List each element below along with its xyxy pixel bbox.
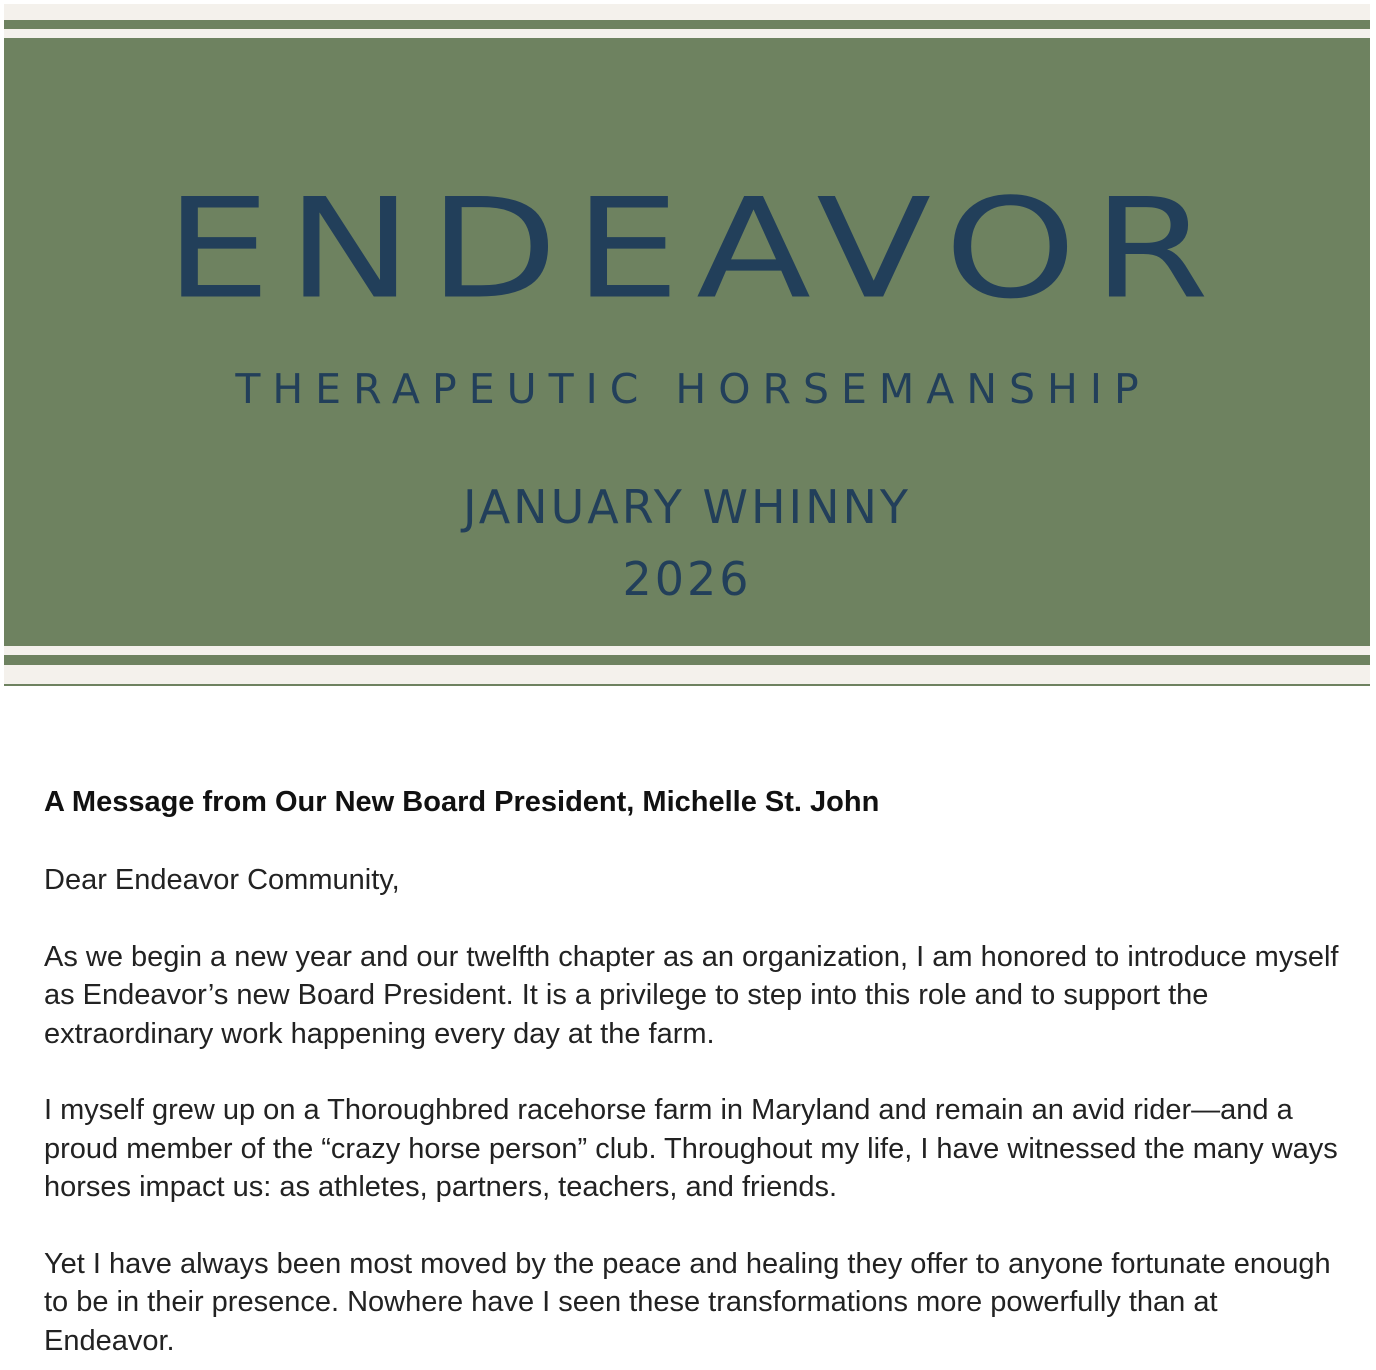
article-heading: A Message from Our New Board President, Michelle St. John [44, 786, 880, 818]
banner-bottom-stripe [4, 655, 1370, 665]
banner-edge-line [4, 684, 1370, 686]
logo-subtitle: THERAPEUTIC HORSEMANSHIP [235, 365, 1151, 413]
issue-year: 2026 [622, 552, 752, 606]
article-paragraph: Yet I have always been most moved by the peace and healing they offer to anyone fortunate enough to be in their presence. Nowhere have I seen these transformations more powerfully than at Endeavor. [44, 1247, 1331, 1357]
article-paragraph: As we begin a new year and our twelfth chapter as an organization, I am honored to introduce myself as Endeavor’s new Board President. It is a privilege to step into this role and to support the extraordinary work happening every day at the farm. [44, 940, 1339, 1050]
article-greeting: Dear Endeavor Community, [44, 864, 400, 896]
issue-name: JANUARY WHINNY [462, 480, 912, 534]
logo-title: ENDEAVOR [164, 168, 1226, 330]
banner-top-stripe [4, 20, 1370, 29]
article-paragraph: I myself grew up on a Thoroughbred racehorse farm in Maryland and remain an avid rider—and a proud member of the “crazy horse person” club. Throughout my life, I have witnessed the many ways horses impact us: as athletes, partners, teachers, and friends. [44, 1094, 1338, 1203]
article-body [44, 783, 1344, 1360]
newsletter-banner [4, 4, 1370, 686]
banner-panel [4, 38, 1370, 646]
